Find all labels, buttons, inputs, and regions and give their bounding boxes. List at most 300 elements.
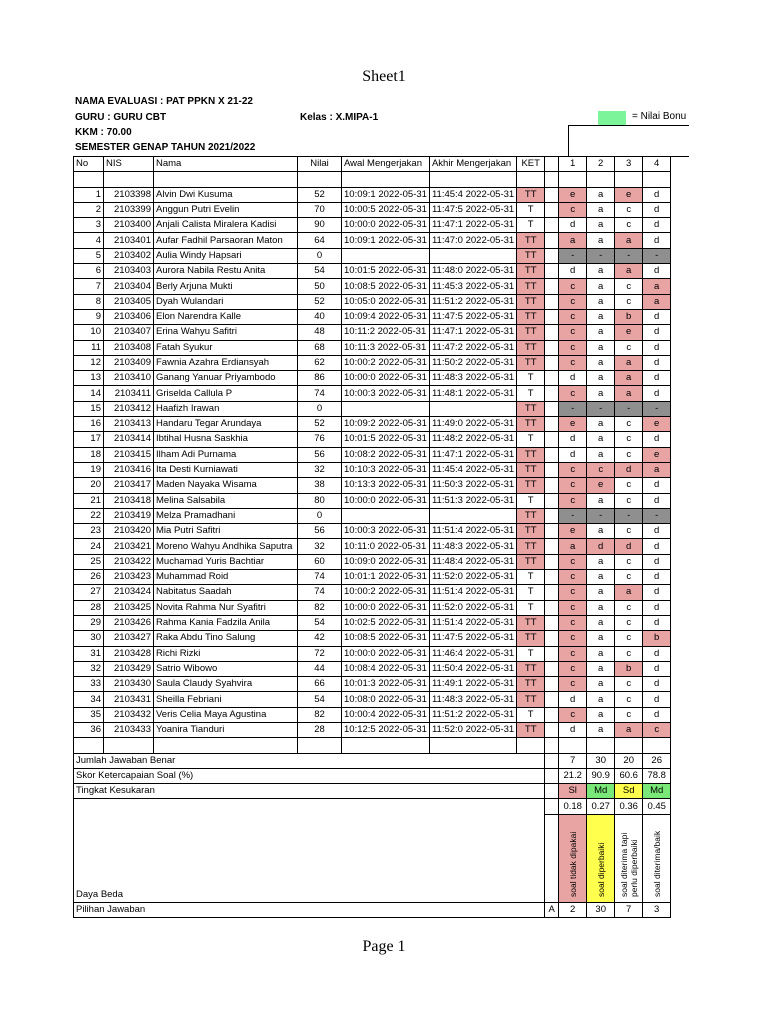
spacer-cell: [545, 692, 559, 707]
end-time: 2022-05-31 11:50:3: [429, 478, 516, 493]
row-number: 28: [74, 600, 104, 615]
end-time: [429, 508, 516, 523]
student-nis: 2103412: [104, 401, 154, 416]
empty-cell: [342, 172, 430, 187]
empty-cell: [559, 172, 587, 187]
answer-cell: a: [587, 554, 615, 569]
student-name: Haafizh Irawan: [154, 401, 298, 416]
achievement-score-row-value: 60.6: [615, 768, 643, 783]
start-time: 2022-05-31 10:01:1: [342, 570, 430, 585]
student-score: 32: [298, 462, 342, 477]
student-row: [74, 707, 671, 722]
student-name: Dyah Wulandari: [154, 294, 298, 309]
answer-cell: a: [587, 187, 615, 202]
student-name: Elon Narendra Kalle: [154, 309, 298, 324]
answer-cell: a: [587, 202, 615, 217]
answer-cell: -: [587, 508, 615, 523]
correct-count-row-value: 30: [587, 753, 615, 768]
empty-cell: [643, 738, 671, 753]
row-number: 12: [74, 355, 104, 370]
spacer-cell: [545, 157, 559, 172]
answer-cell: a: [587, 218, 615, 233]
answer-cell: -: [615, 508, 643, 523]
start-time: 2022-05-31 10:00:0: [342, 371, 430, 386]
achievement-score-row-label: Skor Ketercapaian Soal (%): [74, 768, 545, 783]
discrimination-note: soal diterima tapi perlu diperbaiki: [618, 832, 639, 897]
status-ket: TT: [517, 692, 545, 707]
answer-cell: d: [643, 202, 671, 217]
student-name: Ganang Yanuar Priyambodo: [154, 371, 298, 386]
discrimination-note-cell: [643, 814, 671, 902]
student-name: Anggun Putri Evelin: [154, 202, 298, 217]
answer-cell: c: [615, 646, 643, 661]
end-time: 2022-05-31 11:45:4: [429, 187, 516, 202]
start-time: 2022-05-31 10:05:0: [342, 294, 430, 309]
start-time: 2022-05-31 10:09:0: [342, 554, 430, 569]
answer-cell: c: [559, 615, 587, 630]
end-time: 2022-05-31 11:51:4: [429, 585, 516, 600]
answer-cell: c: [559, 600, 587, 615]
answer-cell: c: [615, 417, 643, 432]
start-time: 2022-05-31 10:08:2: [342, 447, 430, 462]
status-ket: TT: [517, 187, 545, 202]
student-score: 0: [298, 401, 342, 416]
teacher-name: GURU : GURU CBT: [75, 112, 167, 123]
student-nis: 2103416: [104, 462, 154, 477]
end-time: [429, 401, 516, 416]
status-ket: TT: [517, 279, 545, 294]
question-header: 3: [615, 157, 643, 172]
page-footer: Page 1: [362, 938, 406, 955]
answer-cell: d: [559, 218, 587, 233]
answer-cell: a: [587, 371, 615, 386]
end-time: 2022-05-31 11:48:4: [429, 554, 516, 569]
student-score: 74: [298, 386, 342, 401]
student-row: [74, 386, 671, 401]
row-number: 24: [74, 539, 104, 554]
student-row: [74, 646, 671, 661]
empty-cell: [517, 738, 545, 753]
spacer-cell: [545, 707, 559, 722]
student-row: [74, 508, 671, 523]
correct-count-row: [74, 753, 671, 768]
answer-cell: a: [643, 462, 671, 477]
status-ket: T: [517, 646, 545, 661]
answer-cell: a: [587, 585, 615, 600]
spacer-cell: [545, 309, 559, 324]
empty-cell: [643, 172, 671, 187]
status-ket: T: [517, 432, 545, 447]
student-score: 62: [298, 355, 342, 370]
answer-cell: d: [643, 493, 671, 508]
start-time: 2022-05-31 10:09:4: [342, 309, 430, 324]
answer-cell: e: [559, 417, 587, 432]
row-number: 18: [74, 447, 104, 462]
spacer-cell: [545, 768, 559, 783]
end-time: 2022-05-31 11:48:0: [429, 264, 516, 279]
student-score: 42: [298, 631, 342, 646]
status-ket: TT: [517, 631, 545, 646]
student-name: Anjali Calista Miralera Kadisi: [154, 218, 298, 233]
answer-cell: d: [643, 264, 671, 279]
end-time: 2022-05-31 11:48:3: [429, 539, 516, 554]
student-nis: 2103417: [104, 478, 154, 493]
answer-cell: d: [643, 692, 671, 707]
answer-cell: a: [587, 493, 615, 508]
student-score: 0: [298, 508, 342, 523]
answer-cell: d: [643, 600, 671, 615]
student-name: Griselda Callula P: [154, 386, 298, 401]
row-number: 3: [74, 218, 104, 233]
class-name: Kelas : X.MIPA-1: [300, 112, 379, 123]
start-time: 2022-05-31 10:00:3: [342, 524, 430, 539]
difficulty-row-value: Md: [587, 784, 615, 799]
answer-cell: -: [643, 401, 671, 416]
answer-cell: d: [643, 570, 671, 585]
spacer-cell: [545, 248, 559, 263]
row-number: 31: [74, 646, 104, 661]
spacer-cell: [545, 187, 559, 202]
start-time: 2022-05-31 10:08:5: [342, 279, 430, 294]
empty-cell: [298, 172, 342, 187]
row-number: 17: [74, 432, 104, 447]
start-time: 2022-05-31 10:00:0: [342, 218, 430, 233]
student-row: [74, 187, 671, 202]
student-name: Melza Pramadhani: [154, 508, 298, 523]
answer-cell: d: [643, 386, 671, 401]
student-score: 52: [298, 294, 342, 309]
spacer-cell: [545, 508, 559, 523]
student-score: 80: [298, 493, 342, 508]
spacer-cell: [545, 554, 559, 569]
spacer-cell: [545, 585, 559, 600]
answer-cell: a: [643, 294, 671, 309]
answer-cell: e: [643, 447, 671, 462]
spacer-cell: [545, 417, 559, 432]
answer-cell: d: [643, 585, 671, 600]
row-number: 21: [74, 493, 104, 508]
empty-cell: [615, 738, 643, 753]
answer-cell: e: [643, 417, 671, 432]
student-score: 54: [298, 615, 342, 630]
spacer-cell: [545, 539, 559, 554]
start-time: 2022-05-31 10:08:0: [342, 692, 430, 707]
student-row: [74, 585, 671, 600]
start-time: [342, 508, 430, 523]
student-row: [74, 677, 671, 692]
status-ket: TT: [517, 508, 545, 523]
answer-cell: c: [615, 202, 643, 217]
status-ket: TT: [517, 325, 545, 340]
student-score: 54: [298, 692, 342, 707]
student-nis: 2103424: [104, 585, 154, 600]
student-row: [74, 539, 671, 554]
question-header: 2: [587, 157, 615, 172]
row-number: 5: [74, 248, 104, 263]
spacer-cell: [545, 462, 559, 477]
end-time: 2022-05-31 11:49:1: [429, 677, 516, 692]
answer-cell: -: [615, 248, 643, 263]
achievement-score-row-value: 90.9: [587, 768, 615, 783]
student-nis: 2103429: [104, 661, 154, 676]
answer-cell: d: [643, 233, 671, 248]
status-ket: T: [517, 386, 545, 401]
end-time: 2022-05-31 11:52:0: [429, 722, 516, 737]
status-ket: TT: [517, 478, 545, 493]
student-nis: 2103433: [104, 722, 154, 737]
answer-cell: a: [587, 631, 615, 646]
answer-cell: d: [643, 371, 671, 386]
answer-cell: e: [559, 187, 587, 202]
header-side-box: [568, 125, 689, 157]
status-ket: TT: [517, 294, 545, 309]
student-row: [74, 202, 671, 217]
student-name: Fatah Syukur: [154, 340, 298, 355]
answer-cell: a: [587, 722, 615, 737]
empty-cell: [429, 172, 516, 187]
start-time: [342, 248, 430, 263]
answer-choice-row: [74, 902, 671, 917]
answer-cell: a: [615, 233, 643, 248]
spacer-cell: [545, 325, 559, 340]
answer-cell: c: [559, 202, 587, 217]
status-ket: TT: [517, 462, 545, 477]
end-time: 2022-05-31 11:48:2: [429, 432, 516, 447]
student-nis: 2103419: [104, 508, 154, 523]
student-name: Raka Abdu Tino Salung: [154, 631, 298, 646]
spacer-cell: [545, 493, 559, 508]
end-time: 2022-05-31 11:52:0: [429, 570, 516, 585]
student-nis: 2103418: [104, 493, 154, 508]
answer-cell: c: [615, 493, 643, 508]
answer-cell: c: [615, 340, 643, 355]
student-row: [74, 371, 671, 386]
student-nis: 2103415: [104, 447, 154, 462]
student-row: [74, 478, 671, 493]
blank-row: [74, 172, 671, 187]
end-time: 2022-05-31 11:51:2: [429, 707, 516, 722]
answer-choice-count: 7: [615, 902, 643, 917]
empty-cell: [545, 172, 559, 187]
row-number: 27: [74, 585, 104, 600]
student-name: Aufar Fadhil Parsaoran Maton: [154, 233, 298, 248]
student-nis: 2103406: [104, 309, 154, 324]
discrimination-value: 0.18: [559, 799, 587, 814]
status-ket: TT: [517, 401, 545, 416]
student-row: [74, 325, 671, 340]
answer-cell: a: [615, 386, 643, 401]
difficulty-row-value: Sd: [615, 784, 643, 799]
student-row: [74, 355, 671, 370]
start-time: 2022-05-31 10:00:5: [342, 202, 430, 217]
student-name: Maden Nayaka Wisama: [154, 478, 298, 493]
student-row: [74, 554, 671, 569]
student-score: 50: [298, 279, 342, 294]
student-name: Ibtihal Husna Saskhia: [154, 432, 298, 447]
end-time: 2022-05-31 11:47:5: [429, 202, 516, 217]
answer-cell: d: [615, 539, 643, 554]
answer-cell: d: [643, 478, 671, 493]
answer-cell: a: [587, 524, 615, 539]
student-row: [74, 279, 671, 294]
answer-cell: a: [587, 309, 615, 324]
student-row: [74, 570, 671, 585]
student-row: [74, 615, 671, 630]
row-number: 33: [74, 677, 104, 692]
end-time: 2022-05-31 11:47:2: [429, 340, 516, 355]
row-number: 4: [74, 233, 104, 248]
student-score: 52: [298, 187, 342, 202]
student-name: Melina Salsabila: [154, 493, 298, 508]
row-number: 23: [74, 524, 104, 539]
start-time: 2022-05-31 10:12:5: [342, 722, 430, 737]
start-time: 2022-05-31 10:01:5: [342, 432, 430, 447]
student-name: Veris Celia Maya Agustina: [154, 707, 298, 722]
question-header: 1: [559, 157, 587, 172]
student-nis: 2103409: [104, 355, 154, 370]
answer-cell: c: [559, 661, 587, 676]
student-nis: 2103421: [104, 539, 154, 554]
start-time: 2022-05-31 10:09:2: [342, 417, 430, 432]
row-number: 36: [74, 722, 104, 737]
spacer-cell: [545, 340, 559, 355]
end-time: 2022-05-31 11:47:1: [429, 325, 516, 340]
answer-cell: c: [559, 309, 587, 324]
student-nis: 2103403: [104, 264, 154, 279]
end-time: 2022-05-31 11:47:5: [429, 309, 516, 324]
answer-cell: a: [587, 355, 615, 370]
student-nis: 2103432: [104, 707, 154, 722]
spacer-cell: [545, 570, 559, 585]
answer-cell: d: [643, 355, 671, 370]
answer-cell: d: [559, 264, 587, 279]
start-time: 2022-05-31 10:09:1: [342, 187, 430, 202]
row-number: 20: [74, 478, 104, 493]
student-nis: 2103431: [104, 692, 154, 707]
achievement-score-row-value: 78.8: [643, 768, 671, 783]
start-time: 2022-05-31 10:01:5: [342, 264, 430, 279]
student-row: [74, 462, 671, 477]
answer-cell: d: [615, 462, 643, 477]
answer-cell: -: [643, 248, 671, 263]
discrimination-note: soal tidak dipakai: [567, 831, 578, 897]
discrimination-label: Daya Beda: [74, 799, 545, 902]
student-nis: 2103414: [104, 432, 154, 447]
status-ket: TT: [517, 722, 545, 737]
answer-cell: d: [643, 187, 671, 202]
row-number: 26: [74, 570, 104, 585]
answer-cell: c: [615, 615, 643, 630]
student-name: Muchamad Yuris Bachtiar: [154, 554, 298, 569]
spacer-cell: [545, 202, 559, 217]
spacer-cell: [545, 615, 559, 630]
student-score: 54: [298, 264, 342, 279]
answer-cell: -: [643, 508, 671, 523]
row-number: 15: [74, 401, 104, 416]
student-row: [74, 722, 671, 737]
discrimination-note-cell: [559, 814, 587, 902]
answer-cell: a: [587, 386, 615, 401]
student-name: Handaru Tegar Arundaya: [154, 417, 298, 432]
answer-cell: c: [559, 325, 587, 340]
correct-count-row-value: 20: [615, 753, 643, 768]
status-ket: T: [517, 371, 545, 386]
answer-cell: b: [615, 309, 643, 324]
answer-cell: d: [643, 615, 671, 630]
start-time: 2022-05-31 10:00:4: [342, 707, 430, 722]
spacer-cell: [545, 677, 559, 692]
student-name: Aulia Windy Hapsari: [154, 248, 298, 263]
student-nis: 2103402: [104, 248, 154, 263]
student-row: [74, 661, 671, 676]
end-time: 2022-05-31 11:48:3: [429, 692, 516, 707]
discrimination-note-cell: [587, 814, 615, 902]
row-number: 34: [74, 692, 104, 707]
row-number: 22: [74, 508, 104, 523]
answer-cell: c: [559, 554, 587, 569]
student-nis: 2103427: [104, 631, 154, 646]
spacer-cell: [545, 478, 559, 493]
answer-cell: d: [559, 447, 587, 462]
column-header: KET: [517, 157, 545, 172]
answer-cell: c: [615, 279, 643, 294]
student-row: [74, 432, 671, 447]
answer-cell: c: [559, 585, 587, 600]
status-ket: TT: [517, 539, 545, 554]
student-score: 76: [298, 432, 342, 447]
student-name: Yoanira Tianduri: [154, 722, 298, 737]
spacer-cell: [545, 279, 559, 294]
discrimination-value: 0.27: [587, 799, 615, 814]
end-time: 2022-05-31 11:48:3: [429, 371, 516, 386]
answer-cell: a: [587, 661, 615, 676]
student-name: Saula Claudy Syahvira: [154, 677, 298, 692]
correct-count-row-value: 7: [559, 753, 587, 768]
start-time: 2022-05-31 10:08:5: [342, 631, 430, 646]
answer-cell: b: [615, 661, 643, 676]
spacer-cell: [545, 631, 559, 646]
answer-cell: d: [559, 432, 587, 447]
spacer-cell: [545, 524, 559, 539]
end-time: 2022-05-31 11:49:0: [429, 417, 516, 432]
student-nis: 2103413: [104, 417, 154, 432]
start-time: 2022-05-31 10:13:3: [342, 478, 430, 493]
column-header: NIS: [104, 157, 154, 172]
row-number: 1: [74, 187, 104, 202]
status-ket: T: [517, 218, 545, 233]
achievement-score-row-value: 21.2: [559, 768, 587, 783]
answer-cell: a: [587, 600, 615, 615]
spacer-cell: [545, 233, 559, 248]
student-score: 72: [298, 646, 342, 661]
discrimination-note-cell: [615, 814, 643, 902]
start-time: 2022-05-31 10:00:2: [342, 355, 430, 370]
answer-cell: c: [559, 294, 587, 309]
empty-cell: [74, 738, 104, 753]
status-ket: TT: [517, 355, 545, 370]
score-table: [73, 156, 671, 918]
end-time: 2022-05-31 11:47:1: [429, 447, 516, 462]
empty-cell: [559, 738, 587, 753]
student-row: [74, 631, 671, 646]
student-row: [74, 493, 671, 508]
answer-cell: a: [615, 355, 643, 370]
end-time: 2022-05-31 11:48:1: [429, 386, 516, 401]
student-row: [74, 447, 671, 462]
student-row: [74, 248, 671, 263]
end-time: 2022-05-31 11:47:0: [429, 233, 516, 248]
start-time: 2022-05-31 10:00:0: [342, 493, 430, 508]
